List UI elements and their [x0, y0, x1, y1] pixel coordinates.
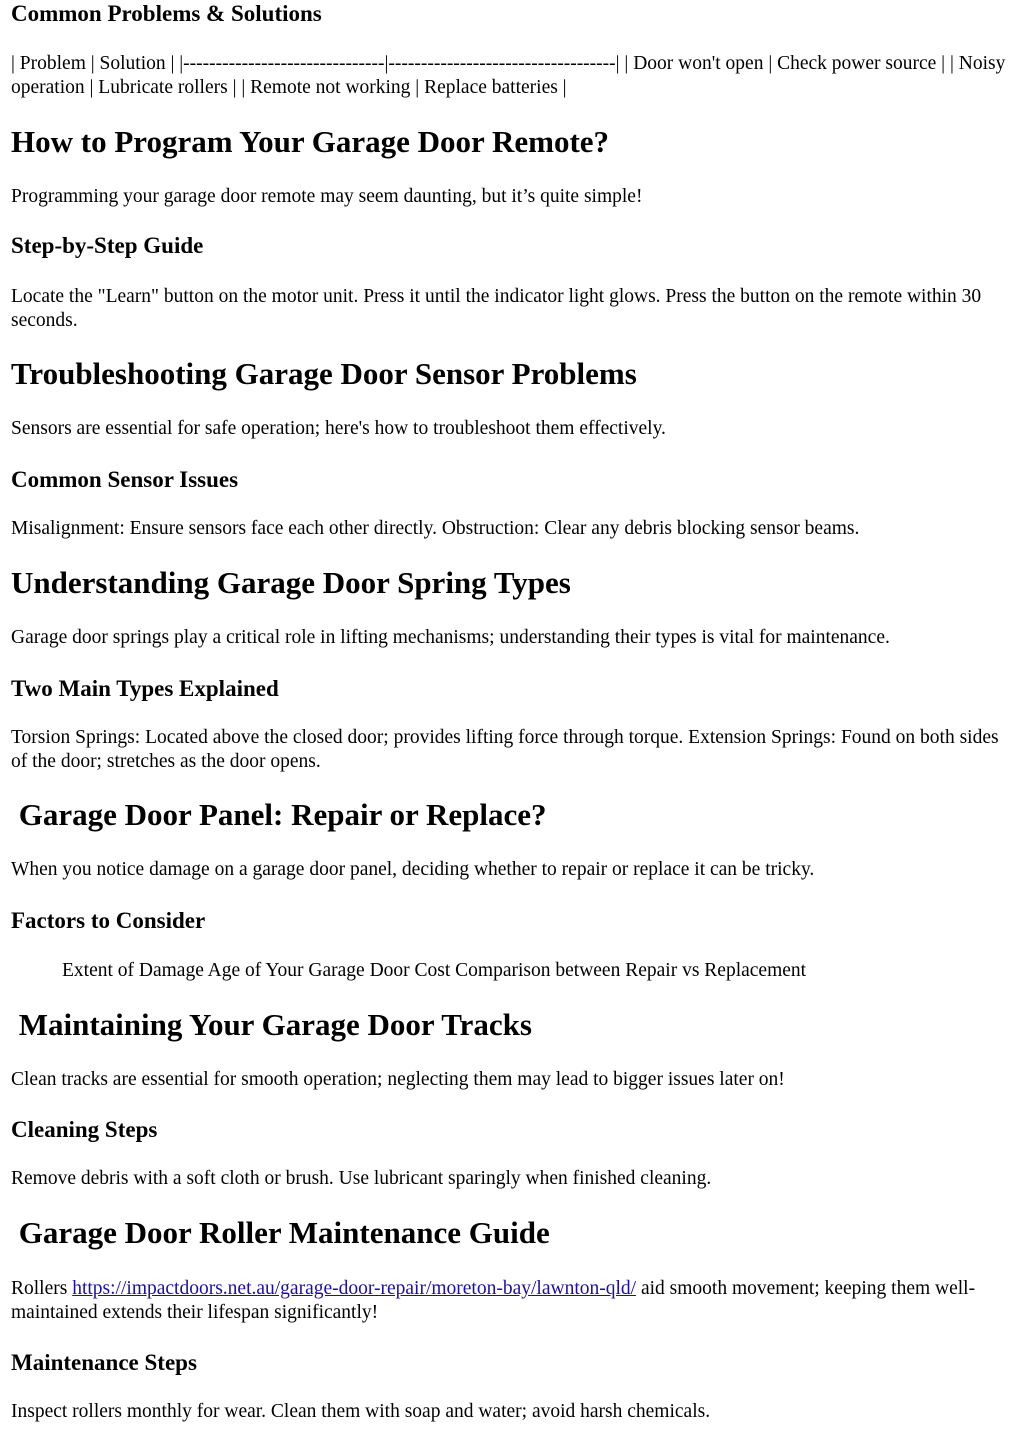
panel-heading: Garage Door Panel: Repair or Replace? — [11, 797, 547, 832]
step-by-step-heading: Step-by-Step Guide — [11, 233, 204, 258]
sensor-problems-intro: Sensors are essential for safe operation; here's how to troubleshoot them effectively. — [11, 418, 666, 439]
maintenance-steps-heading: Maintenance Steps — [11, 1350, 197, 1375]
rollers-intro — [11, 1277, 1018, 1324]
rollers-intro-end: aid smooth movement; keeping them well-maintained extends their lifespan significantly! — [11, 1278, 976, 1323]
common-problems-heading: Common Problems & Solutions — [11, 1, 322, 26]
cleaning-steps-body: Remove debris with a soft cloth or brush. Use lubricant sparingly when finished cleaning. — [11, 1168, 712, 1189]
two-main-types-heading: Two Main Types Explained — [11, 676, 279, 701]
panel-intro: When you notice damage on a garage door panel, deciding whether to repair or replace it can be tricky. — [11, 859, 815, 880]
impactdoors-link[interactable]: https://impactdoors.net.au/garage-door-repair/moreton-bay/lawnton-qld/ — [72, 1278, 637, 1299]
common-sensor-issues-heading: Common Sensor Issues — [11, 467, 239, 492]
program-remote-steps: Locate the "Learn" button on the motor unit. Press it until the indicator light glows. Press the button on the remote within 30 seconds. — [11, 286, 982, 331]
sensor-problems-heading: Troubleshooting Garage Door Sensor Problems — [11, 356, 637, 391]
factors-heading: Factors to Consider — [11, 908, 206, 933]
tracks-heading: Maintaining Your Garage Door Tracks — [11, 1007, 532, 1042]
cleaning-steps-heading: Cleaning Steps — [11, 1117, 158, 1142]
sensor-issues-body: Misalignment: Ensure sensors face each other directly. Obstruction: Clear any debris blocking sensor beams. — [11, 518, 860, 539]
rollers-heading: Garage Door Roller Maintenance Guide — [11, 1215, 550, 1250]
program-remote-heading: How to Program Your Garage Door Remote? — [11, 124, 610, 159]
spring-types-intro: Garage door springs play a critical role in lifting mechanisms; understanding their types is vital for maintenance. — [11, 627, 890, 648]
program-remote-intro: Programming your garage door remote may seem daunting, but it’s quite simple! — [11, 186, 643, 207]
rollers-intro-start: Rollers — [11, 1278, 73, 1299]
spring-types-body: Torsion Springs: Located above the closed door; provides lifting force through torque. Extension Springs: Found on both sides of the door; stretches as the door opens. — [11, 727, 999, 772]
problems-table-text: | Problem | Solution | |-------------------------------|-----------------------------------| | Door won't open | Check power source | | Noisy operation | Lubricate rollers | | Remote not working | Replace batteries | — [11, 53, 1006, 98]
factors-list: Extent of Damage Age of Your Garage Door Cost Comparison between Repair vs Replacement — [62, 960, 807, 981]
maintenance-steps-body: Inspect rollers monthly for wear. Clean them with soap and water; avoid harsh chemicals. — [11, 1401, 711, 1422]
tracks-intro: Clean tracks are essential for smooth operation; neglecting them may lead to bigger issues later on! — [11, 1069, 785, 1090]
spring-types-heading: Understanding Garage Door Spring Types — [11, 565, 571, 600]
